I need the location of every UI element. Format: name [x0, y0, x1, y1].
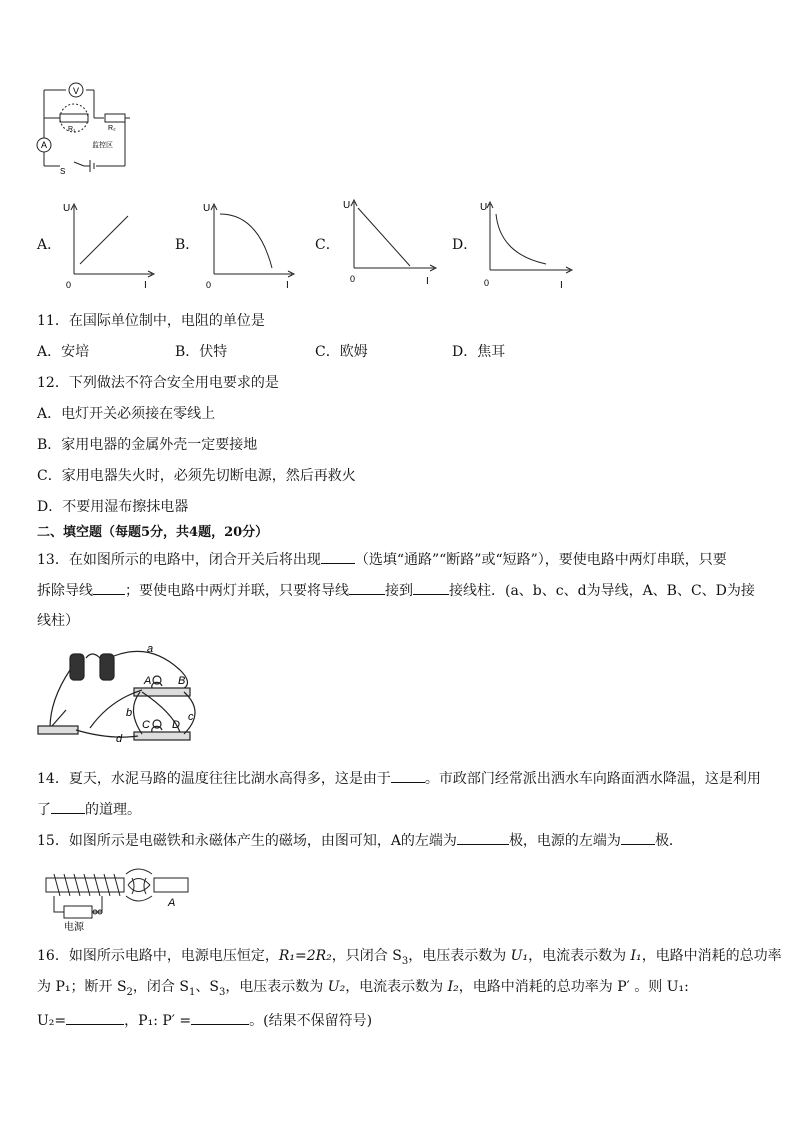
r1-label: R₁	[68, 126, 76, 133]
graph-b-concave-down	[200, 198, 300, 290]
question-12-stem: 12．下列做法不符合安全用电要求的是	[37, 375, 279, 391]
monitor-zone-label: 监控区	[92, 142, 113, 149]
section-2-heading: 二、填空题（每题5分，共4题，20分）	[37, 525, 269, 540]
graph-a-linear	[60, 198, 160, 290]
r2-label: R₂	[108, 125, 116, 132]
q16-blank-1[interactable]	[66, 1010, 124, 1025]
q12-option-d: D．不要用湿布擦抹电器	[37, 499, 189, 515]
q14-blank-2[interactable]	[51, 799, 85, 814]
question-13-line-2: 拆除导线 ；要使电路中两灯并联，只要将导线 接到 接线柱．(a、b、c、d为导线，A、B、C、D为接	[37, 580, 755, 601]
terminal-a-label: A	[144, 675, 152, 687]
origin-label: 0	[484, 278, 490, 288]
switch-label: S	[60, 167, 66, 176]
q14-blank-1[interactable]	[391, 768, 425, 783]
origin-label: 0	[206, 280, 212, 290]
wire-d-label: d	[116, 733, 123, 745]
question-14-line-2: 了 的道理。	[37, 799, 141, 820]
ammeter-label: A	[41, 140, 48, 150]
q15-blank-1[interactable]	[457, 830, 509, 845]
question-13-line-3: 线柱）	[37, 613, 79, 629]
electromagnet-figure	[40, 864, 200, 934]
graph-option-a-label: A．	[37, 237, 62, 253]
axis-i-label: I	[144, 280, 147, 290]
wire-a-label: a	[147, 643, 154, 655]
question-15-line-1: 15．如图所示是电磁铁和永磁体产生的磁场，由图可知，A的左端为 极，电源的左端为 极．	[37, 830, 683, 851]
question-16-line-1: 16．如图所示电路中，电源电压恒定，R₁=2R₂，只闭合 $S_3$，电压表示数为 U₁，电流表示数为 I₁，电路中消耗的总功率	[37, 948, 782, 967]
graph-option-c-label: C．	[315, 237, 340, 253]
wire-c-label: c	[188, 711, 194, 723]
q13-blank-1[interactable]	[321, 549, 355, 564]
voltmeter-label: V	[73, 86, 80, 96]
graph-option-d-label: D．	[452, 237, 478, 253]
wire-b-label: b	[126, 707, 133, 719]
question-16-line-3: U₂= ，P₁: P′ = 。(结果不保留符号)	[37, 1010, 372, 1031]
magnet-a-label: A	[168, 897, 176, 909]
origin-label: 0	[66, 280, 72, 290]
question-13-line-1: 13．在如图所示的电路中，闭合开关后将出现 （选填“通路”“断路”或“短路”），要使电路中两灯串联，只要	[37, 549, 727, 570]
graph-option-b-label: B．	[175, 237, 200, 253]
q13-blank-2[interactable]	[93, 580, 125, 595]
question-16-line-2: 为 P₁；断开 $S_2$，闭合 $S_1$、$S_3$，电压表示数为 U₂，电流表示数为 I₂，电路中消耗的总功率为 P′ 。则 U₁:	[37, 979, 689, 998]
axis-i-label: I	[426, 276, 429, 286]
q11-option-d: D．焦耳	[452, 344, 506, 360]
two-lamp-circuit-figure	[30, 640, 220, 755]
graph-c-decreasing-linear	[340, 194, 440, 286]
q11-option-b: B．伏特	[175, 344, 228, 360]
axis-i-label: I	[560, 280, 563, 290]
terminal-d-label: D	[172, 719, 180, 731]
terminal-b-label: B	[178, 675, 186, 687]
terminal-c-label: C	[142, 719, 150, 731]
axis-i-label: I	[286, 280, 289, 290]
origin-label: 0	[350, 274, 356, 284]
q16-blank-2[interactable]	[191, 1010, 249, 1025]
axis-u-label: U	[480, 202, 488, 213]
q11-option-c: C．欧姆	[315, 344, 368, 360]
question-14-line-1: 14．夏天，水泥马路的温度往往比湖水高得多，这是由于 。市政部门经常派出洒水车向路面洒水降温，这是利用	[37, 768, 761, 789]
monitoring-circuit-diagram	[30, 76, 160, 176]
axis-u-label: U	[343, 200, 351, 211]
axis-u-label: U	[63, 203, 71, 214]
q12-option-b: B．家用电器的金属外壳一定要接地	[37, 437, 258, 453]
graph-d-hyperbola	[476, 196, 576, 290]
q12-option-a: A．电灯开关必须接在零线上	[37, 406, 216, 422]
q15-blank-2[interactable]	[621, 830, 655, 845]
q13-blank-4[interactable]	[413, 580, 449, 595]
power-source-label: 电源	[64, 922, 84, 933]
axis-u-label: U	[203, 203, 211, 214]
question-11-stem: 11．在国际单位制中，电阻的单位是	[37, 313, 265, 329]
q11-option-a: A．安培	[37, 344, 90, 360]
q12-option-c: C．家用电器失火时，必须先切断电源，然后再救火	[37, 468, 356, 484]
q13-blank-3[interactable]	[349, 580, 385, 595]
